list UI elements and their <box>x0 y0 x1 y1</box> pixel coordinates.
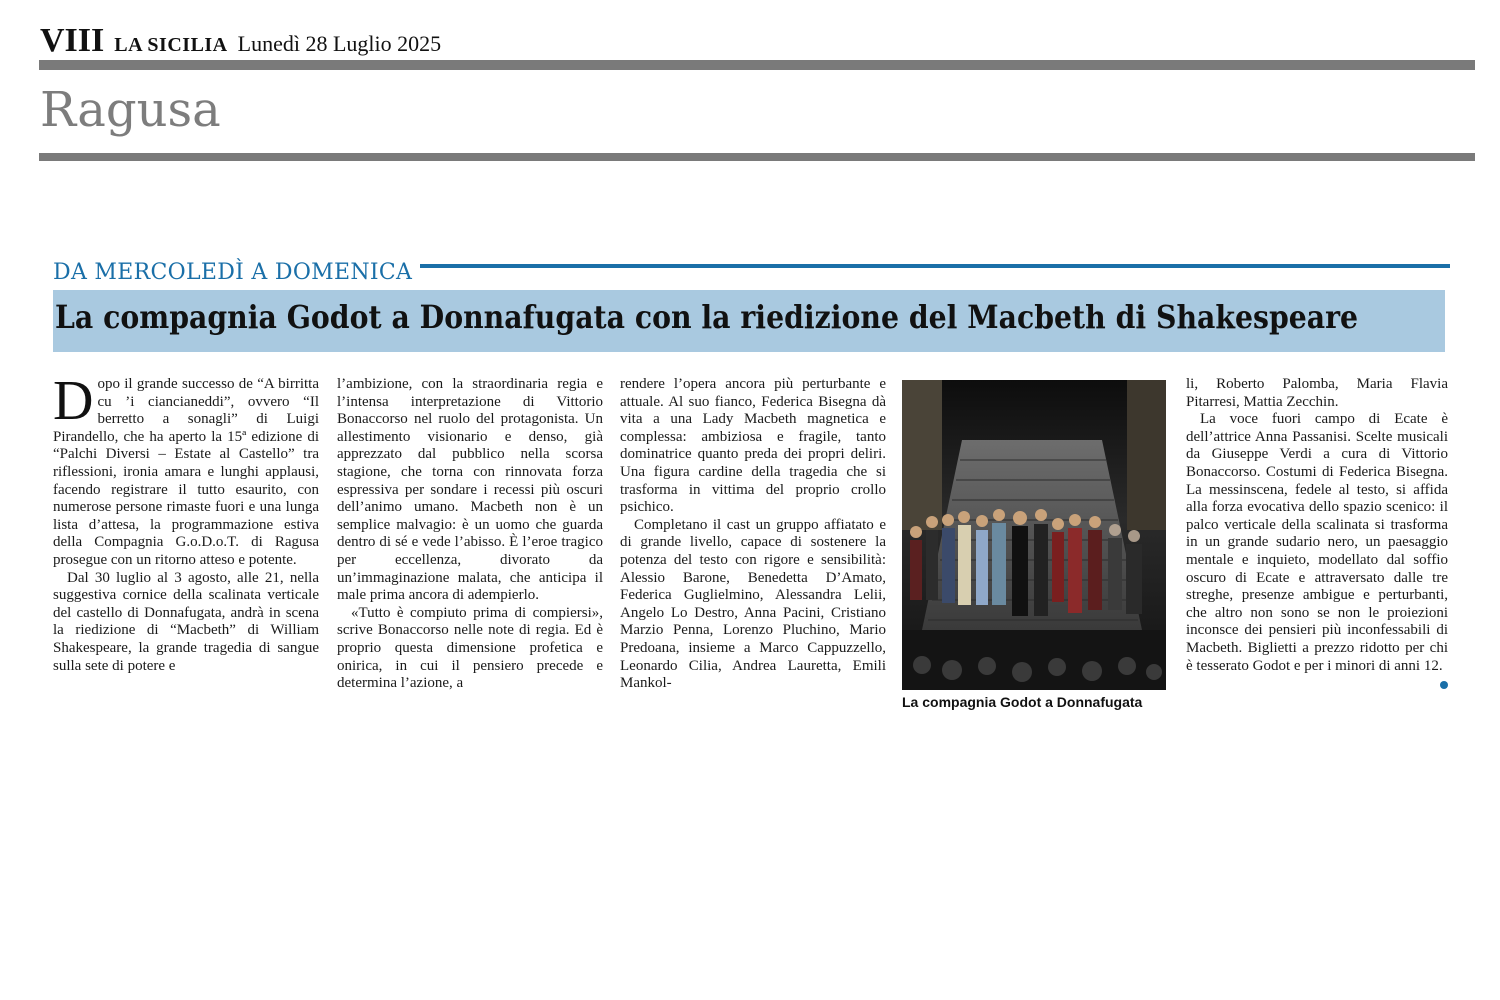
paragraph <box>53 370 319 570</box>
stage-photo-illustration <box>902 380 1166 690</box>
drop-cap: D <box>53 370 94 432</box>
article-kicker: DA MERCOLEDÌ A DOMENICA <box>53 260 420 285</box>
article-column-4 <box>1186 376 1448 689</box>
article-column-3 <box>620 376 886 693</box>
issue-date: Lunedì 28 Luglio 2025 <box>237 31 442 56</box>
article-photo <box>902 380 1166 690</box>
section-rule <box>39 153 1475 161</box>
paragraph: li, Roberto Palomba, Maria Flavia Pitarresi, Mattia Zecchin. <box>1186 376 1448 410</box>
article-headline: La compagnia Godot a Donnafugata con la riedizione del Macbeth di Shakespeare <box>55 298 1359 336</box>
article-column-1 <box>53 370 319 675</box>
photo-caption: La compagnia Godot a Donnafugata <box>902 694 1143 710</box>
end-of-article-dot-icon <box>1440 681 1448 689</box>
paragraph: Completano il cast un gruppo affiatato e di grande livello, capace di sostenere la potenza del testo con rigore e sensibilità: Alessio Barone, Benedetta D’Amato, Federica Guglielmino, Alessandra Lelii, Angelo Lo Destro, Anna Pacini, Cristiano Marzio Penna, Lorenzo Pluchino, Mario Predoana, insieme a Marco Cappuzzello, Leonardo Cilia, Andrea Lauretta, Emili Mankol- <box>620 516 886 692</box>
article-column-2 <box>337 376 603 693</box>
section-title: Ragusa <box>40 82 221 138</box>
paragraph-text: La voce fuori campo di Ecate è dell’attrice Anna Passanisi. Scelte musicali da Giuseppe Verdi a cura di Vittorio Bonaccorso. Costumi di Federica Bisegna. La messinscena, fedele al testo, si affida alla forza evocativa dello spazio scenico: il palco verticale della scalinata si trasforma in un grande sudario nero, un paesaggio mentale e inquieto, modellato dal soffio oscuro di Ecate e attraversato dalle tre streghe, presenze ambigue e perturbanti, che altro non sono se non le proiezioni inconsce dei pensieri più inconfessabili di Macbeth. Biglietti a prezzo ridotto per chi è tesserato Godot e per i minori di anni 12. <box>1186 411 1448 674</box>
paragraph: l’ambizione, con la straordinaria regia e l’intensa interpretazione di Vittorio Bonaccorso nel ruolo del protagonista. Un allestimento visionario e denso, già apprezzato dal pubblico nella scorsa stagione, che torna con rinnovata forza espressiva per sondare i recessi più oscuri dell’animo umano. Macbeth non è un semplice malvagio: è un uomo che guarda dentro di sé e vede l’abisso. È l’eroe tragico per eccellenza, divorato da un’immaginazione malata, che anticipa il male prima ancora di adempierlo. <box>337 376 603 604</box>
paragraph-text: opo il grande successo de “A birritta cu ’i ciancianeddi”, ovvero “Il berretto a sonagli” di Luigi Pirandello, che ha aperto la 15ª edizione di “Palchi Diversi – Estate al Castello” tra riflessioni, ironia amara e lunghi applausi, facendo registrare il tutto esaurito, con numerose persone rimaste fuori e una lunga lista d’attesa, la programmazione estiva della Compagnia G.o.D.o.T. di Ragusa prosegue con un ritorno atteso e potente. <box>53 376 319 568</box>
page-number: VIII <box>40 22 105 59</box>
headline-box <box>53 290 1445 352</box>
masthead <box>40 22 441 60</box>
paragraph: Dal 30 luglio al 3 agosto, alle 21, nella suggestiva cornice della scalinata verticale del castello di Donnafugata, andrà in scena la riedizione di “Macbeth” di William Shakespeare, la grande tragedia di sangue sulla sete di potere e <box>53 569 319 674</box>
header-rule <box>39 60 1475 70</box>
newspaper-name: LA SICILIA <box>114 34 228 56</box>
kicker-line <box>418 264 1450 268</box>
paragraph: rendere l’opera ancora più perturbante e attuale. Al suo fianco, Federica Bisegna dà vita a una Lady Macbeth magnetica e complessa: ambiziosa e fragile, tanto dominatrice quanto preda dei propri deliri. Una figura cardine della tragedia che si trasforma in vittima del proprio crollo psichico. <box>620 376 886 516</box>
kicker-bar <box>53 258 1450 288</box>
paragraph: «Tutto è compiuto prima di compiersi», scrive Bonaccorso nelle note di regia. Ed è proprio questa dimensione profetica e onirica, in cui il pensiero precede e determina l’azione, a <box>337 604 603 692</box>
paragraph <box>1186 411 1448 675</box>
